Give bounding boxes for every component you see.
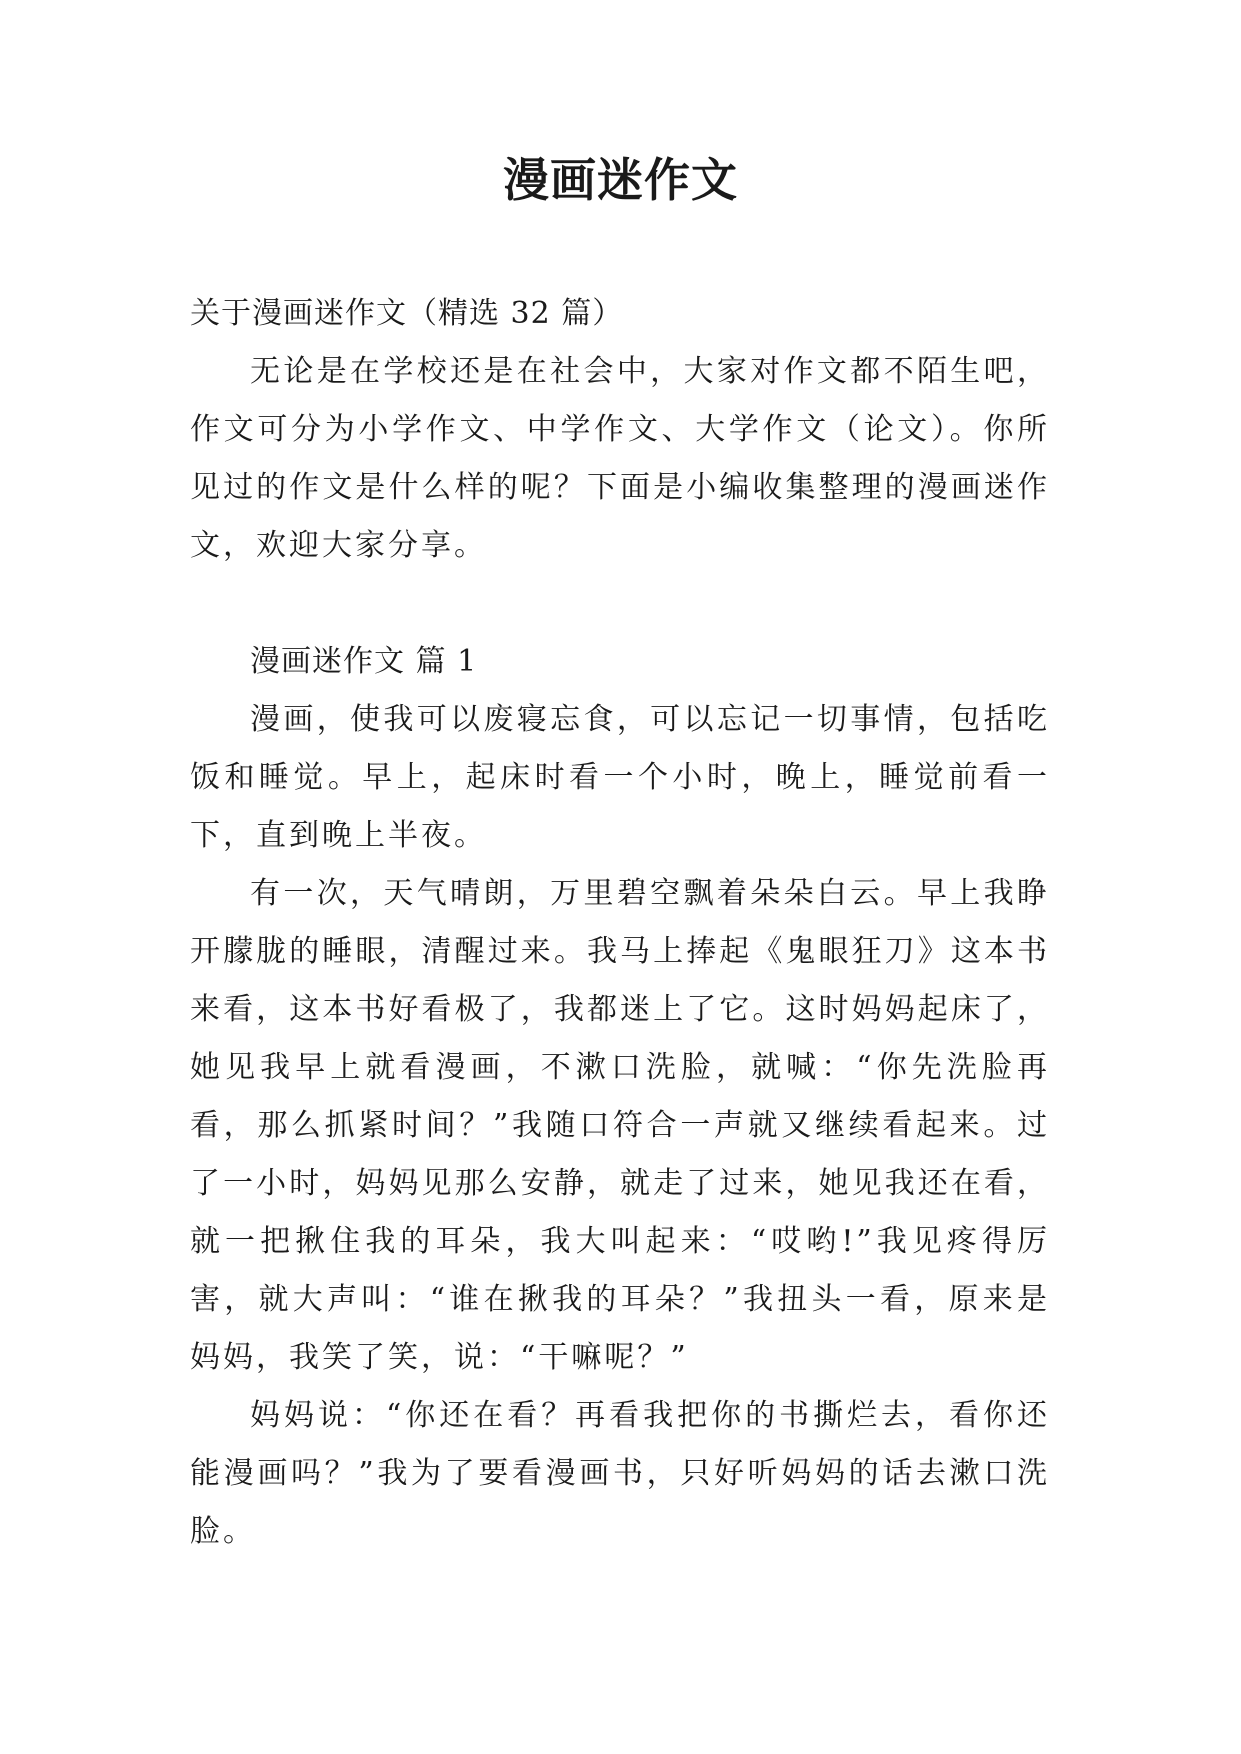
body-paragraph: 漫画，使我可以废寝忘食，可以忘记一切事情，包括吃饭和睡觉。早上，起床时看一个小时，晚上，睡觉前看一下，直到晚上半夜。 <box>190 702 1050 853</box>
document-body <box>190 285 1050 1561</box>
document-title: 漫画迷作文 <box>503 153 738 207</box>
body-paragraph: 妈妈说：“你还在看？再看我把你的书撕烂去，看你还能漫画吗？”我为了要看漫画书，只好听妈妈的话去漱口洗脸。 <box>190 1398 1050 1549</box>
document-subtitle: 关于漫画迷作文（精选 32 篇） <box>190 296 624 331</box>
section-heading: 漫画迷作文 篇 1 <box>250 644 478 679</box>
body-paragraph: 有一次，天气晴朗，万里碧空飘着朵朵白云。早上我睁开朦胧的睡眼，清醒过来。我马上捧起《鬼眼狂刀》这本书来看，这本书好看极了，我都迷上了它。这时妈妈起床了，她见我早上就看漫画，不漱口洗脸，就喊：“你先洗脸再看，那么抓紧时间？”我随口符合一声就又继续看起来。过了一小时，妈妈见那么安静，就走了过来，她见我还在看，就一把揪住我的耳朵，我大叫起来：“哎哟!”我见疼得厉害，就大声叫：“谁在揪我的耳朵？”我扭头一看，原来是妈妈，我笑了笑，说：“干嘛呢？” <box>190 876 1050 1375</box>
section-spacer <box>190 575 1050 633</box>
intro-paragraph: 无论是在学校还是在社会中，大家对作文都不陌生吧，作文可分为小学作文、中学作文、大学作文（论文）。你所见过的作文是什么样的呢？下面是小编收集整理的漫画迷作文，欢迎大家分享。 <box>190 354 1050 563</box>
